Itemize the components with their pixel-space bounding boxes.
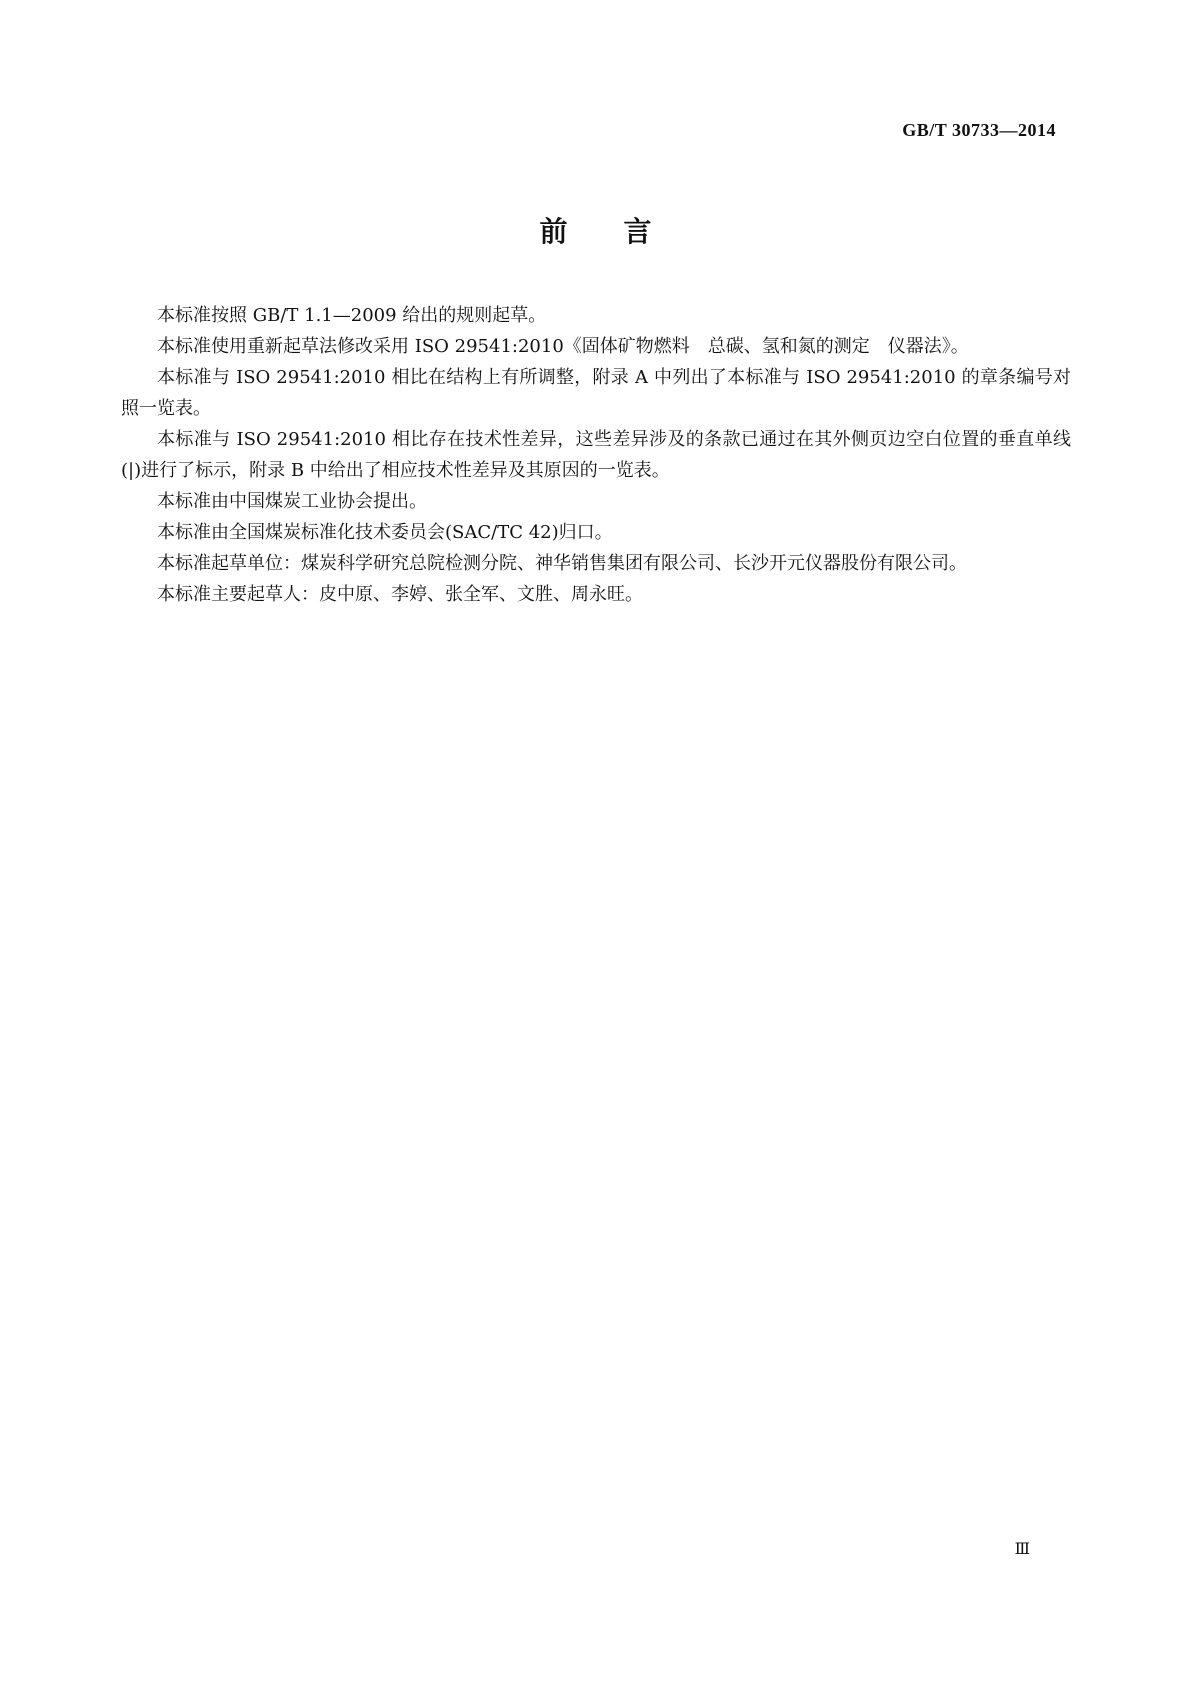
page-title: 前言 bbox=[539, 215, 708, 248]
standard-code: GB/T 30733—2014 bbox=[902, 120, 1056, 140]
paragraph-adoption-method: 本标准使用重新起草法修改采用 ISO 29541:2010《固体矿物燃料 总碳、氢和氮的测定 仪器法》。 bbox=[157, 336, 969, 357]
paragraph-technical-differences: 本标准与 ISO 29541:2010 相比存在技术性差异，这些差异涉及的条款已通过在其外侧页边空白位置的垂直单线(|)进行了标示，附录 B 中给出了相应技术性差异及其原因的一览表。 bbox=[121, 429, 1071, 481]
paragraph-drafting-units: 本标准起草单位：煤炭科学研究总院检测分院、神华销售集团有限公司、长沙开元仪器股份有限公司。 bbox=[157, 553, 967, 574]
document-body bbox=[121, 300, 1071, 610]
paragraph-proposer: 本标准由中国煤炭工业协会提出。 bbox=[157, 491, 427, 512]
paragraph-drafting-rules: 本标准按照 GB/T 1.1—2009 给出的规则起草。 bbox=[157, 305, 547, 326]
paragraph-committee: 本标准由全国煤炭标准化技术委员会(SAC/TC 42)归口。 bbox=[157, 522, 613, 543]
paragraph-structure-changes: 本标准与 ISO 29541:2010 相比在结构上有所调整，附录 A 中列出了本标准与 ISO 29541:2010 的章条编号对照一览表。 bbox=[121, 367, 1071, 419]
page-number: Ⅲ bbox=[1014, 1541, 1030, 1558]
paragraph-drafters: 本标准主要起草人：皮中原、李婷、张全军、文胜、周永旺。 bbox=[157, 584, 643, 605]
